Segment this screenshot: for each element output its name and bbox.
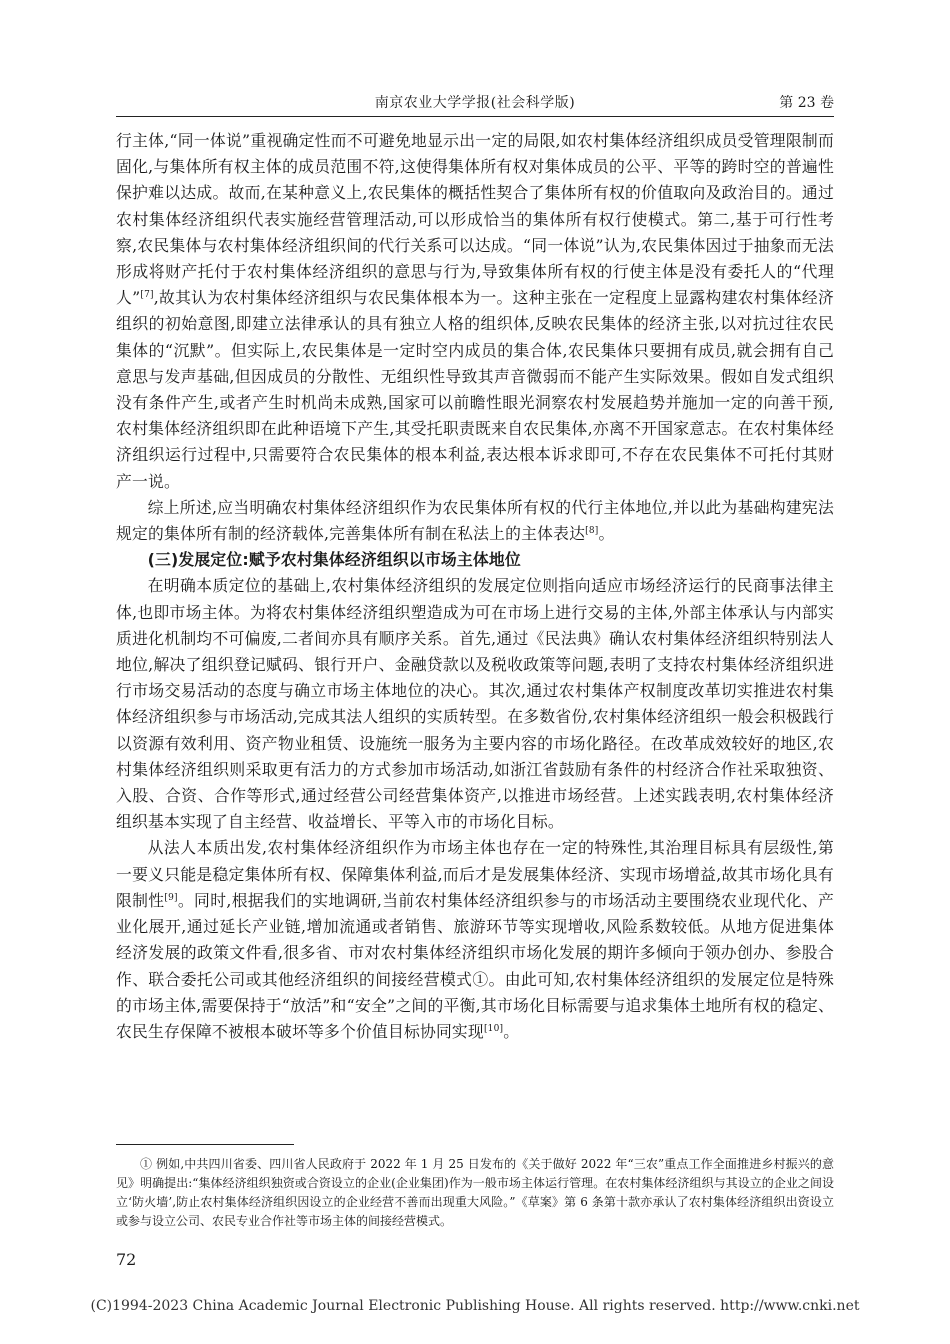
journal-title: 南京农业大学学报(社会科学版) (374, 95, 576, 111)
paragraph-4: 从法人本质出发,农村集体经济组织作为市场主体也存在一定的特殊性,其治理目标具有层级性,第一要义只能是稳定集体所有权、保障集体利益,而后才是发展集体经济、实现市场增益,故其市场化具有限制性[9]。同时,根据我们的实地调研,当前农村集体经济组织参与的市场活动主要围绕农业现代化、产业化展开,通过延长产业链,增加流通或者销售、旅游环节等实现增收,风险系数较低。从地方促进集体经济发展的政策文件看,很多省、市对农村集体经济组织市场化发展的期许多倾向于领办创办、参股合作、联合委托公司或其他经济组织的间接经营模式①。由此可知,农村集体经济组织的发展定位是特殊的市场主体,需要保持于“放活”和“安全”之间的平衡,其市场化目标需要与追求集体土地所有权的稳定、农民生存保障不被根本破坏等多个价值目标协同实现[10]。 (116, 838, 834, 1041)
page-number: 72 (116, 1250, 137, 1269)
volume-label: 第 23 卷 (779, 95, 834, 111)
running-header (116, 92, 834, 114)
section-heading: (三)发展定位:赋予农村集体经济组织以市场主体地位 (147, 550, 521, 570)
citation-7: [7] (140, 290, 154, 301)
copyright-notice: (C)1994-2023 China Academic Journal Electronic Publishing House. All rights reserved. http://www.cnki.net (90, 1298, 860, 1314)
article-body (116, 128, 834, 1045)
paragraph-1: 行主体,“同一体说”重视确定性而不可避免地显示出一定的局限,如农村集体经济组织成员受管理限制而固化,与集体所有权主体的成员范围不符,这使得集体所有权对集体成员的公平、平等的跨时空的普遍性保护难以达成。故而,在某种意义上,农民集体的概括性契合了集体所有权的价值取向及政治目的。通过农村集体经济组织代表实施经营管理活动,可以形成恰当的集体所有权行使模式。第二,基于可行性考察,农民集体与农村集体经济组织间的代行关系可以达成。“同一体说”认为,农民集体因过于抽象而无法形成将财产托付于农村集体经济组织的意思与行为,导致集体所有权的行使主体是没有委托人的“代理人”[7],故其认为农村集体经济组织与农民集体根本为一。这种主张在一定程度上显露构建农村集体经济组织的初始意图,即建立法律承认的具有独立人格的组织体,反映农民集体的经济主张,以对抗过往农民集体的“沉默”。但实际上,农民集体是一定时空内成员的集合体,农民集体只要拥有成员,就会拥有自己意思与发声基础,但因成员的分散性、无组织性导致其声音微弱而不能产生实际效果。假如自发式组织没有条件产生,或者产生时机尚未成熟,国家可以前瞻性眼光洞察农村发展趋势并施加一定的向善干预,农村集体经济组织即在此种语境下产生,其受托职责既来自农民集体,亦离不开国家意志。在农村集体经济组织运行过程中,只需要符合农民集体的根本利益,表达根本诉求即可,不存在农民集体不可托付其财产一说。 (116, 131, 834, 491)
paragraph-2: 综上所述,应当明确农村集体经济组织作为农民集体所有权的代行主体地位,并以此为基础构建宪法规定的集体所有制的经济载体,完善集体所有制在私法上的主体表达[8]。 (116, 497, 834, 544)
citation-9: [9] (164, 892, 178, 903)
footnote-divider (116, 1144, 294, 1145)
paragraph-3: 在明确本质定位的基础上,农村集体经济组织的发展定位则指向适应市场经济运行的民商事法律主体,也即市场主体。为将农村集体经济组织塑造成为可在市场上进行交易的主体,外部主体承认与内部实质进化机制均不可偏废,二者间亦具有顺序关系。首先,通过《民法典》确认农村集体经济组织特别法人地位,解决了组织登记赋码、银行开户、金融贷款以及税收政策等问题,表明了支持农村集体经济组织进行市场交易活动的态度与确立市场主体地位的决心。其次,通过农村集体产权制度改革切实推进农村集体经济组织参与市场活动,完成其法人组织的实质转型。在多数省份,农村集体经济组织一般会积极践行以资源有效利用、资产物业租赁、设施统一服务为主要内容的市场化路径。在改革成效较好的地区,农村集体经济组织则采取更有活力的方式参加市场活动,如浙江省鼓励有条件的村经济合作社采取独资、入股、合资、合作等形式,通过经营公司经营集体资产,以推进市场经营。上述实践表明,农村集体经济组织基本实现了自主经营、收益增长、平等入市的市场化目标。 (116, 576, 834, 832)
header-divider (116, 116, 834, 117)
citation-8: [8] (585, 526, 599, 537)
footnote: ① 例如,中共四川省委、四川省人民政府于 2022 年 1 月 25 日发布的《关于做好 2022 年“三农”重点工作全面推进乡村振兴的意见》明确提出:“集体经济组织独资或合资设立的企业(企业集团)作为一般市场主体运行管理。在农村集体经济组织与其设立的企业之间设立‘防火墙’,防止农村集体经济组织因设立的企业经营不善而出现重大风险。”《草案》第 6 条第十款亦承认了农村集体经济组织出资设立或参与设立公司、农民专业合作社等市场主体的间接经营模式。 (116, 1157, 834, 1228)
citation-10: [10] (483, 1023, 504, 1034)
